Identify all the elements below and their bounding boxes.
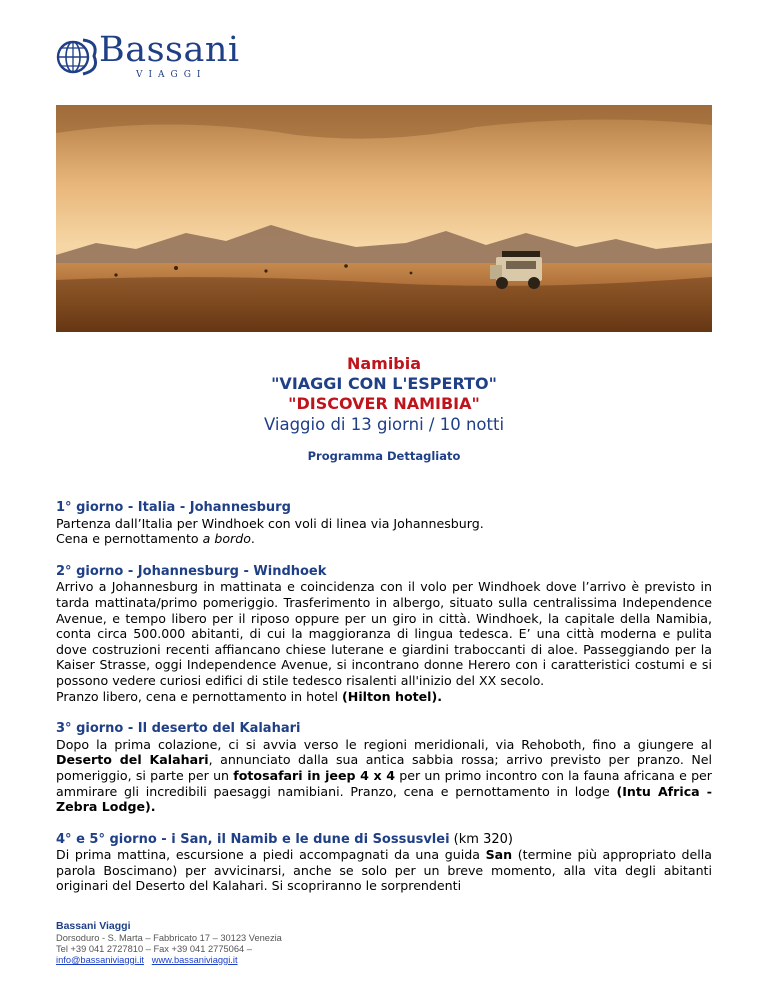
- website-link[interactable]: www.bassaniviaggi.it: [151, 955, 238, 965]
- title-block: [56, 354, 712, 463]
- day-title: [56, 832, 712, 848]
- day-line: per un primo incontro con la fauna africana e per ammirare gli incredibili paesaggi namibiani. Pranzo, cena e pernottamento in lodge: [56, 767, 712, 799]
- day-title: 3° giorno - Il deserto del Kalahari: [56, 721, 301, 737]
- day-title-text: 4° e 5° giorno - i San, il Namib e le dune di Sossusvlei: [56, 831, 450, 847]
- day-line: , annunciato dalla sua antica sabbia rossa; arrivo previsto per pranzo. Nel pomeriggio, si parte per un: [56, 752, 712, 783]
- tour-title: "DISCOVER NAMIBIA": [288, 394, 480, 413]
- day-4-5: [56, 832, 712, 894]
- duration: Viaggio di 13 giorni / 10 notti: [263, 415, 505, 434]
- footer-links: [56, 955, 456, 966]
- day-italic: a bordo: [202, 531, 251, 547]
- email-link[interactable]: info@bassaniviaggi.it: [56, 955, 144, 965]
- footer-address: Dorsoduro - S. Marta – Fabbricato 17 – 30123 Venezia: [56, 933, 282, 943]
- program-heading: Programma Dettagliato: [307, 449, 461, 463]
- day-text: [56, 689, 712, 705]
- day-line: Partenza dall’Italia per Windhoek con voli di linea via Johannesburg.: [56, 515, 484, 531]
- day-bold: San: [485, 847, 513, 863]
- country-title: Namibia: [346, 354, 422, 373]
- globe-b-icon: [56, 32, 100, 82]
- day-punct: .: [250, 531, 255, 547]
- day-2: [56, 564, 712, 704]
- day-text: [56, 847, 712, 894]
- safari-photo: [56, 105, 712, 332]
- day-line: (termine più appropriato della parola Boscimano) per avvicinarsi, anche se solo per un breve momento, alla vita degli abitanti originari del Deserto del Kalahari. Si scopriranno le sorprendenti: [56, 847, 712, 894]
- day-line: Cena e pernottamento: [56, 531, 203, 547]
- footer-phone: Tel +39 041 2727810 – Fax +39 041 2775064 –: [56, 944, 252, 954]
- day-line: Pranzo libero, cena e pernottamento in hotel: [56, 688, 343, 704]
- day-text: [56, 737, 712, 815]
- logo-subtitle: VIAGGI: [136, 70, 207, 80]
- day-bold: fotosafari in jeep 4 x 4: [233, 767, 395, 783]
- day-3: [56, 721, 712, 815]
- day-line: Dopo la prima colazione, ci si avvia verso le regioni meridionali, via Rehoboth, fino a giungere al: [56, 736, 712, 752]
- day-line: Di prima mattina, escursione a piedi accompagnati da una guida: [56, 847, 486, 863]
- day-title: 2° giorno - Johannesburg - Windhoek: [56, 563, 327, 579]
- day-text: [56, 516, 712, 547]
- series-title: "VIAGGI CON L'ESPERTO": [271, 374, 497, 393]
- day-bold: Deserto del Kalahari: [56, 752, 209, 768]
- hotel-name: (Hilton hotel).: [342, 688, 443, 704]
- day-text: [56, 579, 712, 688]
- footer-company: Bassani Viaggi: [56, 920, 131, 932]
- bassani-logo: [56, 32, 256, 84]
- day-1: [56, 500, 712, 547]
- itinerary: [56, 500, 712, 911]
- day-paragraph: Arrivo a Johannesburg in mattinata e coincidenza con il volo per Windhoek dove l’arrivo è previsto in tarda mattinata/primo pomeriggio. Trasferimento in albergo, situato sulla centralissima Independence Avenue, e tempo libero per il riposo oppure per un giro in città. Windhoek, la capitale della Namibia, conta circa 500.000 abitanti, di cui la maggioranza di lingua tedesca. E’ una città moderna e pulita dove costruzioni recenti affiancano chiese luterane e giardini traboccanti di aloe. Passeggiando per la Kaiser Strasse, oggi Independence Avenue, si incontrano donne Herero con i caratteristici costumi e si possono vedere curiosi edifici di stile tedesco risalenti all'inizio del XX secolo.: [56, 579, 712, 688]
- lodge-name: (Intu Africa -Zebra Lodge).: [56, 783, 712, 815]
- day-distance: (km 320): [449, 831, 513, 847]
- day-title: 1° giorno - Italia - Johannesburg: [56, 500, 291, 515]
- footer: [56, 921, 456, 966]
- logo-name: Bassani: [99, 30, 240, 70]
